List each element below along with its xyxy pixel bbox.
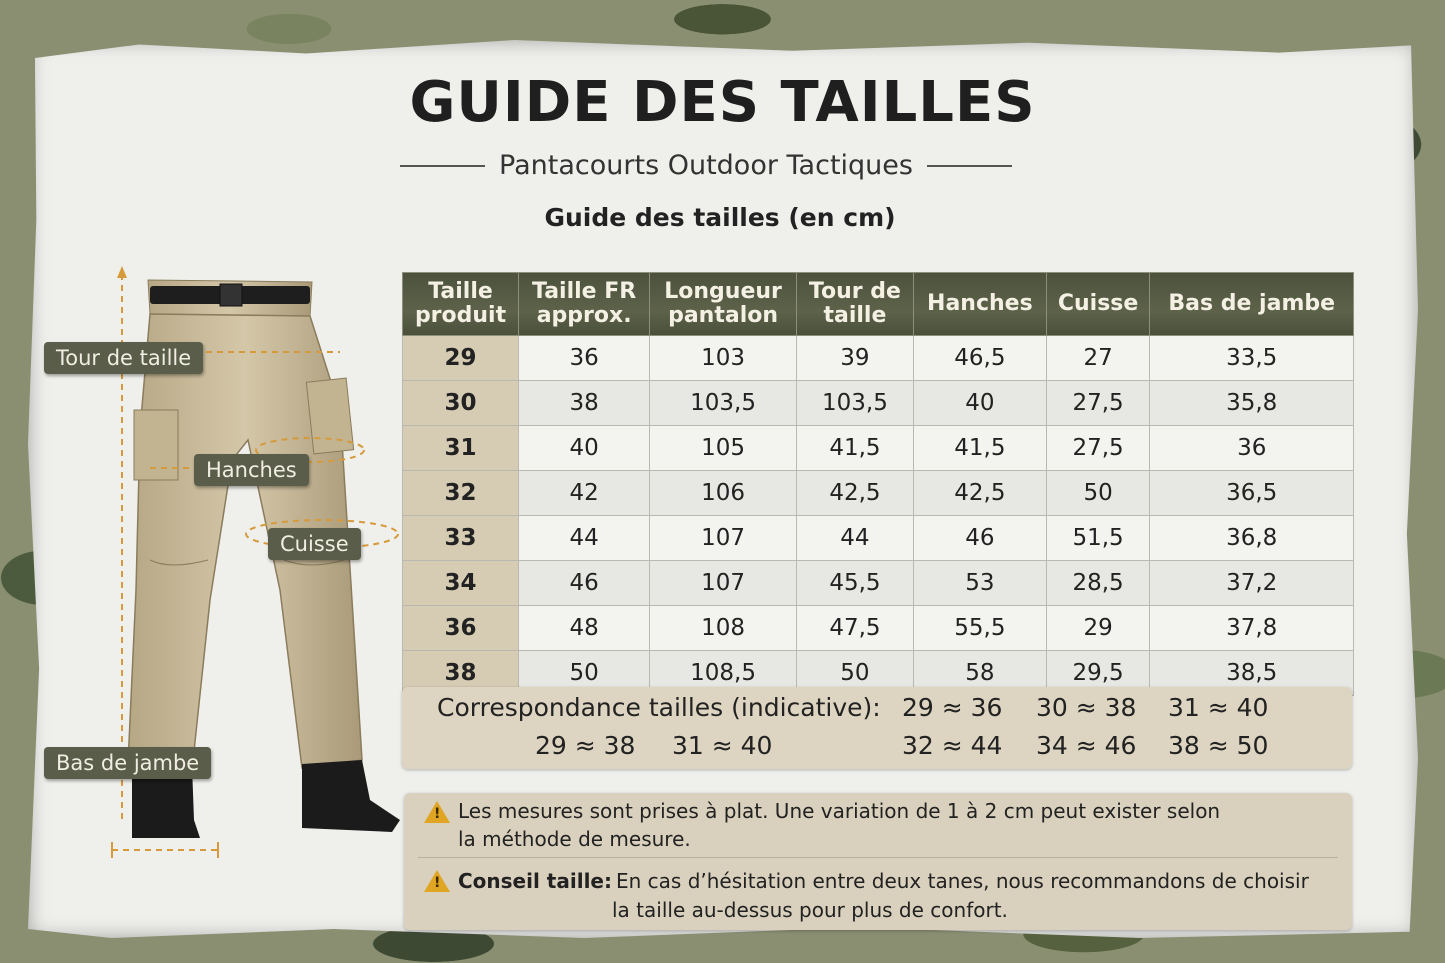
size-cell: 33	[403, 516, 519, 561]
correspondance-pair: 29 ≈ 36	[902, 693, 1003, 722]
warning-icon: !	[424, 870, 450, 892]
subtitle-text: Pantacourts Outdoor Tactiques	[499, 150, 913, 181]
column-header-text: Taille	[428, 279, 493, 304]
note-advice-line2: la taille au-dessus pour plus de confort.	[612, 898, 1008, 922]
size-cell: 29	[403, 336, 519, 381]
measure-cell: 46	[913, 516, 1046, 561]
label-thigh: Cuisse	[268, 528, 361, 560]
size-table-body	[403, 336, 1354, 696]
measure-cell: 53	[913, 561, 1046, 606]
note-measure-line2: la méthode de mesure.	[458, 827, 691, 851]
correspondance-pair: 38 ≈ 50	[1168, 731, 1269, 760]
correspondance-pair: 30 ≈ 38	[1036, 693, 1137, 722]
subtitle-rule-right	[927, 165, 1012, 167]
measure-cell: 28,5	[1046, 561, 1150, 606]
measure-cell: 46	[519, 561, 650, 606]
measure-cell: 36,5	[1150, 471, 1354, 516]
table-row	[403, 336, 1354, 381]
subtitle-rule-left	[400, 165, 485, 167]
size-cell: 31	[403, 426, 519, 471]
measure-cell: 41,5	[796, 426, 913, 471]
label-hips: Hanches	[194, 454, 309, 486]
measure-cell: 37,2	[1150, 561, 1354, 606]
measure-cell: 107	[650, 561, 797, 606]
column-header-text: Taille FR	[532, 279, 637, 304]
page-title: GUIDE DES TAILLES	[409, 70, 1036, 135]
measure-cell: 36	[1150, 426, 1354, 471]
correspondance-label: Correspondance tailles (indicative):	[437, 693, 881, 722]
notes-divider	[418, 857, 1338, 858]
measure-cell: 35,8	[1150, 381, 1354, 426]
measure-cell: 46,5	[913, 336, 1046, 381]
measure-cell: 38	[519, 381, 650, 426]
label-hem: Bas de jambe	[44, 747, 211, 779]
column-header-text: approx.	[536, 303, 632, 328]
correspondance-pair: 29 ≈ 38	[535, 731, 636, 760]
column-header-text: pantalon	[668, 303, 779, 328]
measure-cell: 105	[650, 426, 797, 471]
measure-cell: 36	[519, 336, 650, 381]
table-row	[403, 606, 1354, 651]
measure-cell: 48	[519, 606, 650, 651]
table-row	[403, 471, 1354, 516]
measure-cell: 41,5	[913, 426, 1046, 471]
measure-cell: 103,5	[796, 381, 913, 426]
measure-cell: 36,8	[1150, 516, 1354, 561]
size-cell: 38	[403, 651, 519, 696]
column-header	[913, 273, 1046, 336]
measure-cell: 42,5	[796, 471, 913, 516]
subtitle	[400, 150, 1012, 181]
warning-icon: !	[424, 801, 450, 823]
table-row	[403, 426, 1354, 471]
measure-cell: 103	[650, 336, 797, 381]
measure-cell: 106	[650, 471, 797, 516]
size-cell: 32	[403, 471, 519, 516]
column-header	[1046, 273, 1150, 336]
measure-cell: 50	[519, 651, 650, 696]
measure-cell: 108,5	[650, 651, 797, 696]
table-header-row	[403, 273, 1354, 336]
column-header	[403, 273, 519, 336]
pants-illustration	[40, 260, 400, 870]
measure-cell: 107	[650, 516, 797, 561]
measure-cell: 27,5	[1046, 381, 1150, 426]
correspondance-pair: 31 ≈ 40	[672, 731, 773, 760]
correspondance-box	[402, 687, 1352, 769]
column-header-text: produit	[414, 303, 507, 328]
measure-cell: 58	[913, 651, 1046, 696]
measure-cell: 29	[1046, 606, 1150, 651]
measure-cell: 42	[519, 471, 650, 516]
measure-cell: 40	[913, 381, 1046, 426]
measure-cell: 27,5	[1046, 426, 1150, 471]
size-cell: 34	[403, 561, 519, 606]
table-row	[403, 381, 1354, 426]
measure-cell: 38,5	[1150, 651, 1354, 696]
size-cell: 36	[403, 606, 519, 651]
measure-cell: 45,5	[796, 561, 913, 606]
note-advice-line1: En cas d’hésitation entre deux tanes, nous recommandons de choisir	[616, 869, 1309, 893]
measure-cell: 44	[519, 516, 650, 561]
column-header	[1150, 273, 1354, 336]
measure-cell: 40	[519, 426, 650, 471]
measure-cell: 42,5	[913, 471, 1046, 516]
measure-cell: 37,8	[1150, 606, 1354, 651]
label-waist: Tour de taille	[44, 342, 203, 374]
column-header-text: Hanches	[927, 291, 1033, 316]
measure-cell: 29,5	[1046, 651, 1150, 696]
size-cell: 30	[403, 381, 519, 426]
measure-cell: 39	[796, 336, 913, 381]
measure-cell: 33,5	[1150, 336, 1354, 381]
measure-cell: 55,5	[913, 606, 1046, 651]
column-header-text: taille	[823, 303, 887, 328]
measure-cell: 50	[796, 651, 913, 696]
column-header	[650, 273, 797, 336]
measure-cell: 27	[1046, 336, 1150, 381]
column-header	[519, 273, 650, 336]
measure-cell: 103,5	[650, 381, 797, 426]
column-header-text: Bas de jambe	[1168, 291, 1336, 316]
column-header-text: Cuisse	[1057, 291, 1139, 316]
note-advice-label: Conseil taille:	[458, 869, 612, 893]
measure-cell: 44	[796, 516, 913, 561]
note-measure-line1: Les mesures sont prises à plat. Une variation de 1 à 2 cm peut exister selon	[458, 799, 1221, 823]
column-header-text: Tour de	[808, 279, 901, 304]
measure-cell: 108	[650, 606, 797, 651]
measure-cell: 50	[1046, 471, 1150, 516]
table-title: Guide des tailles (en cm)	[544, 203, 896, 232]
column-header-text: Longueur	[664, 279, 782, 304]
table-row	[403, 516, 1354, 561]
correspondance-pair: 34 ≈ 46	[1036, 731, 1137, 760]
correspondance-pair: 31 ≈ 40	[1168, 693, 1269, 722]
size-table	[402, 272, 1354, 696]
measure-cell: 47,5	[796, 606, 913, 651]
column-header	[796, 273, 913, 336]
correspondance-pair: 32 ≈ 44	[902, 731, 1003, 760]
notes-box	[404, 793, 1352, 930]
measure-cell: 51,5	[1046, 516, 1150, 561]
table-row	[403, 561, 1354, 606]
